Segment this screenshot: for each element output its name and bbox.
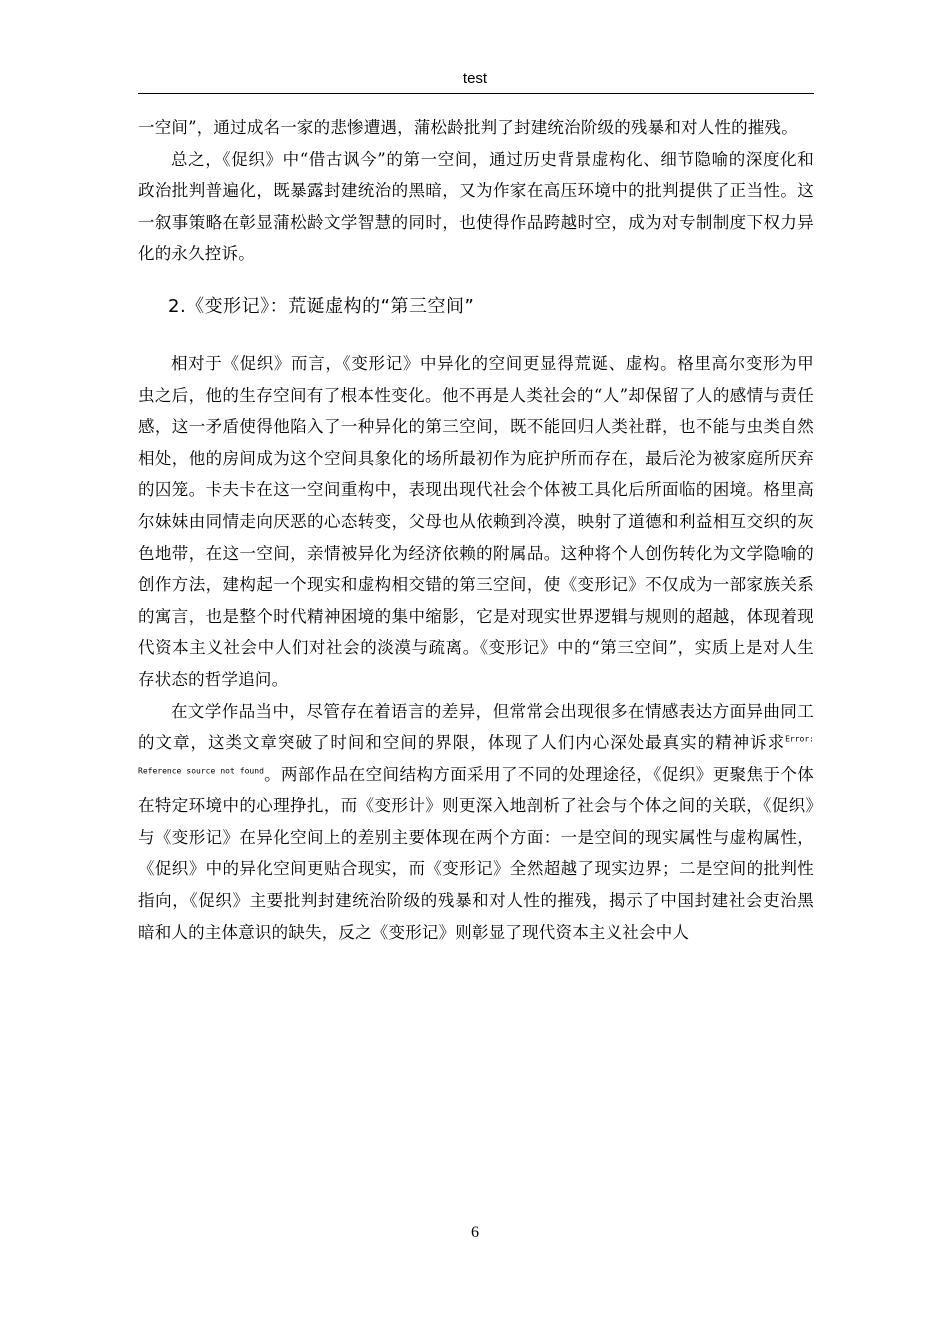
paragraph-4-text-b: 。两部作品在空间结构方面采用了不同的处理途径，《促织》更聚焦于个体在特定环境中的心理挣扎，而《变形计》则更深入地剖析了社会与个体之间的关联，《促织》与《变形记》在异化空间上的差别主要体现在两个方面：一是空间的现实属性与虚构属性，《促织》中的异化空间更贴合现实，而《变形记》全然超越了现实边界；二是空间的批判性指向，《促织》主要批判封建统治阶级的残暴和对人性的摧残，揭示了中国封建社会吏治黑暗和人的主体意识的缺失，反之《变形记》则彰显了现代资本主义社会中人 xyxy=(138,764,814,942)
paragraph-3: 相对于《促织》而言，《变形记》中异化的空间更显得荒诞、虚构。格里高尔变形为甲虫之后，他的生存空间有了根本性变化。他不再是人类社会的“人”却保留了人的感情与责任感，这一矛盾使得他陷入了一种异化的第三空间，既不能回归人类社群，也不能与虫类自然相处，他的房间成为这个空间具象化的场所最初作为庇护所而存在，最后沦为被家庭所厌弃的囚笼。卡夫卡在这一空间重构中，表现出现代社会个体被工具化后所面临的困境。格里高尔妹妹由同情走向厌恶的心态转变，父母也从依赖到冷漠，映射了道德和利益相互交织的灰色地带，在这一空间，亲情被异化为经济依赖的附属品。这种将个人创伤转化为文学隐喻的创作方法，建构起一个现实和虚构相交错的第三空间，使《变形记》不仅成为一部家族关系的寓言，也是整个时代精神困境的集中缩影，它是对现实世界逻辑与规则的超越，体现着现代资本主义社会中人们对社会的淡漠与疏离。《变形记》中的“第三空间”，实质上是对人生存状态的哲学追问。 xyxy=(138,353,814,689)
header-rule xyxy=(138,93,814,94)
body-text xyxy=(138,112,814,948)
paragraph-2: 总之，《促织》中“借古讽今”的第一空间，通过历史背景虚构化、细节隐喻的深度化和政治批判普遍化，既暴露封建统治的黑暗，又为作家在高压环境中的批判提供了正当性。这一叙事策略在彰显蒲松龄文学智慧的同时，也使得作品跨越时空，成为对专制制度下权力异化的永久控诉。 xyxy=(138,149,814,264)
page-number: 6 xyxy=(471,1224,479,1241)
section-heading: 2.《变形记》：荒诞虚构的“第三空间” xyxy=(168,295,475,317)
paragraph-1: 一空间”，通过成名一家的悲惨遭遇，蒲松龄批判了封建统治阶级的残暴和对人性的摧残。 xyxy=(138,118,798,137)
running-header: test xyxy=(462,70,488,87)
paragraph-4 xyxy=(138,696,814,949)
reference-error: Error: Reference source not found xyxy=(138,734,814,776)
paragraph-4-text-a: 在文学作品当中，尽管存在着语言的差异，但常常会出现很多在情感表达方面异曲同工的文章，这类文章突破了时间和空间的界限，体现了人们内心深处最真实的精神诉求 xyxy=(138,701,814,753)
